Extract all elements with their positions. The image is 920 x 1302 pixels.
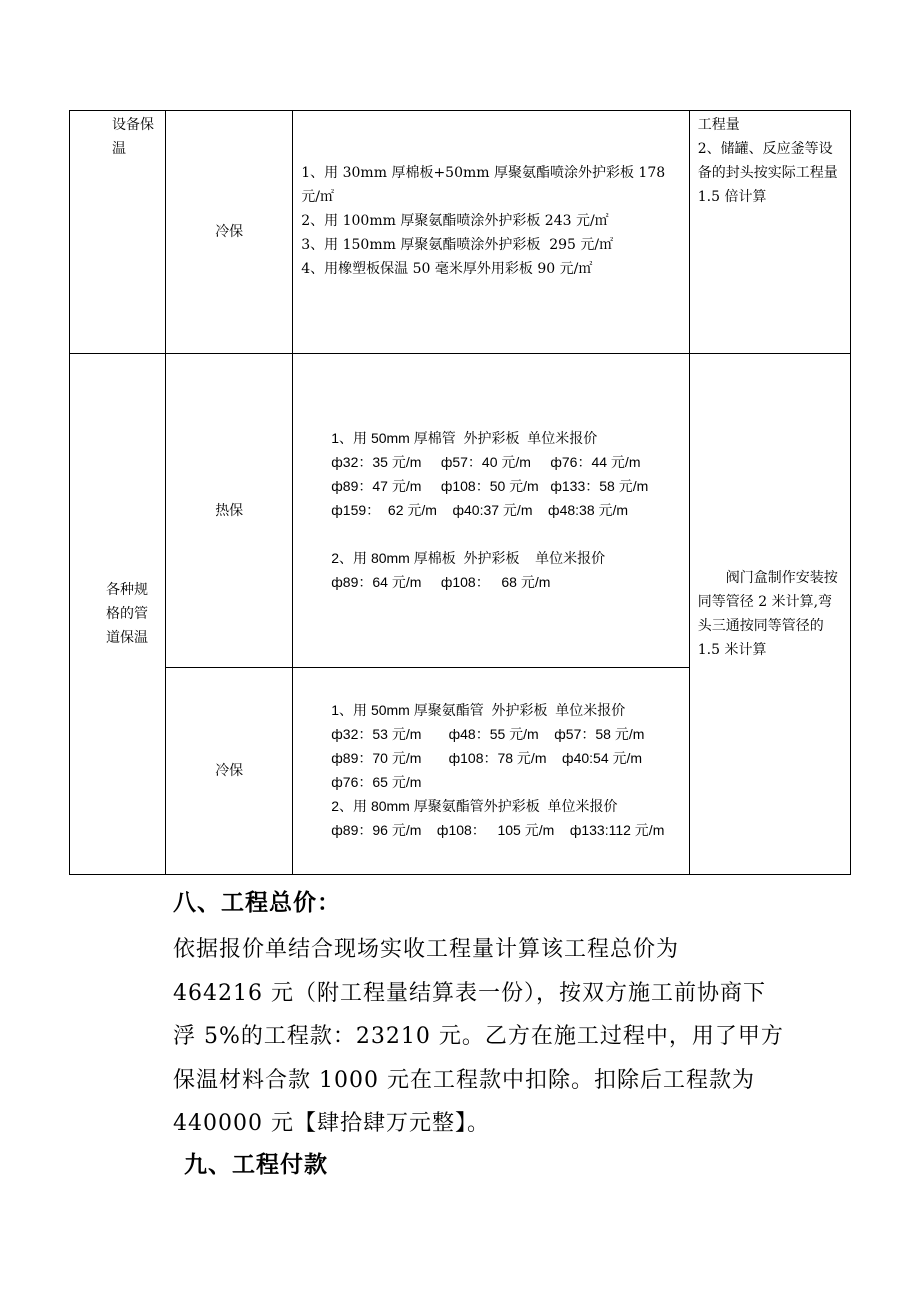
section-8-heading: 八、工程总价： [173,890,341,916]
pipe-hot-price-list [293,354,690,668]
section-8-paragraph [173,928,783,1146]
table-row-pipe-hot [70,354,851,668]
list-item: ф89：96 元/m ф108： 105 元/m ф133:112 元/m [331,822,665,838]
list-item: 2、用 80mm 厚聚氨酯管外护彩板 单位米报价 [331,798,618,814]
table-row-equipment [70,111,851,354]
list-item: ф159： 62 元/m ф40:37 元/m ф48:38 元/m [331,502,629,518]
equipment-price-list [293,111,690,354]
note-equipment [689,111,850,354]
list-item: 3、用 150mm 厚聚氨酯喷涂外护彩板 295 元/㎡ [301,237,614,253]
paragraph-line: 浮 5%的工程款：23210 元。乙方在施工过程中，用了甲方 [173,1024,784,1049]
list-item: 2、用 100mm 厚聚氨酯喷涂外护彩板 243 元/㎡ [301,213,609,229]
list-item: ф32：35 元/m ф57：40 元/m ф76：44 元/m [331,454,641,470]
category-equipment-insulation: 设备保温 [70,111,166,354]
list-item: 4、用橡塑板保温 50 毫米厚外用彩板 90 元/㎡ [301,261,593,277]
paragraph-line: 440000 元【肆拾肆万元整】。 [173,1111,490,1136]
spacer [331,522,683,546]
pipe-cold-price-list [293,668,690,875]
list-item: ф89：47 元/m ф108：50 元/m ф133：58 元/m [331,478,649,494]
note-line: 2、储罐、反应釜等设备的封头按实际工程量 1.5 倍计算 [697,141,838,205]
list-item: ф76：65 元/m [331,774,422,790]
paragraph-line: 保温材料合款 1000 元在工程款中扣除。扣除后工程款为 [173,1067,755,1093]
list-item: 1、用 50mm 厚棉管 外护彩板 单位米报价 [331,430,598,446]
type-cold: 冷保 [166,111,293,354]
section-9-heading: 九、工程付款 [184,1152,328,1178]
type-hot: 热保 [166,354,293,668]
list-item: ф89：64 元/m ф108： 68 元/m [331,574,551,590]
list-item: 1、用 30mm 厚棉板+50mm 厚聚氨酯喷涂外护彩板 178 元/㎡ [301,165,666,205]
paragraph-line: 464216 元（附工程量结算表一份），按双方施工前协商下 [173,980,766,1006]
paragraph-line: 依据报价单结合现场实收工程量计算该工程总价为 [173,937,680,962]
category-pipe-insulation: 各种规格的管道保温 [70,354,166,875]
note-line: 工程量 [697,117,740,133]
list-item: 2、用 80mm 厚棉板 外护彩板 单位米报价 [331,550,606,566]
type-cold: 冷保 [166,668,293,875]
list-item: ф32：53 元/m ф48：55 元/m ф57：58 元/m [331,726,645,742]
price-table [69,110,851,875]
list-item: 1、用 50mm 厚聚氨酯管 外护彩板 单位米报价 [331,702,626,718]
list-item: ф89：70 元/m ф108：78 元/m ф40:54 元/m [331,750,643,766]
note-pipe: 阀门盒制作安装按同等管径 2 米计算,弯头三通按同等管径的 1.5 米计算 [689,354,850,875]
